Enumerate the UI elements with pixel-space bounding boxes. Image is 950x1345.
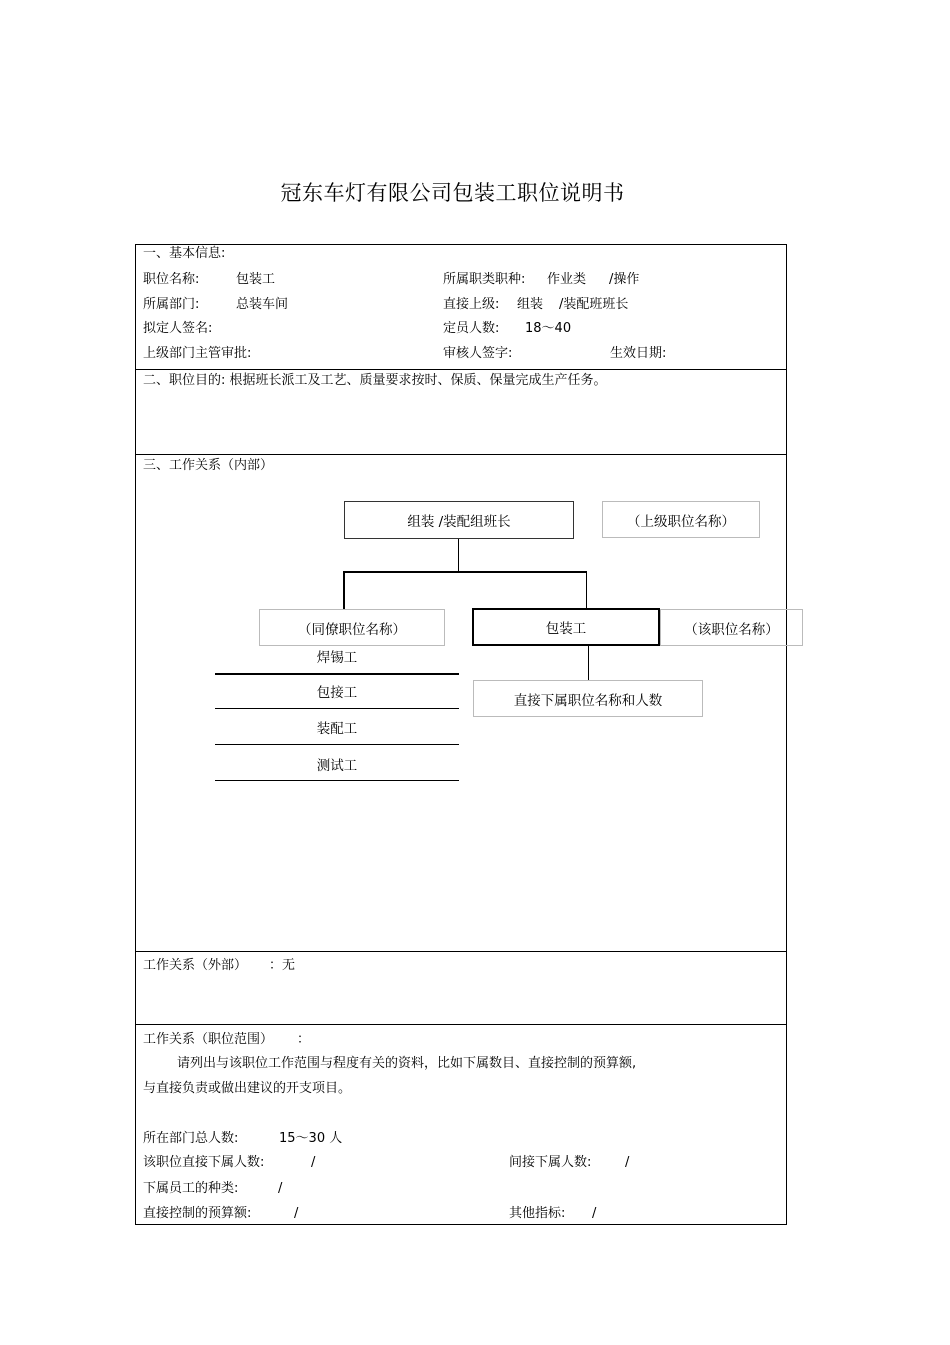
peer-item: 焊锡工	[316, 650, 358, 666]
approver-label: 上级部门主管审批:	[143, 346, 252, 361]
org-connector	[343, 571, 587, 573]
row-divider	[135, 951, 787, 952]
org-connector	[588, 646, 589, 680]
dept-total-value: 15～30 人	[279, 1131, 343, 1146]
external-relations-label: 工作关系（外部）	[143, 958, 248, 973]
category-value: 作业类	[547, 272, 587, 287]
drafter-label: 拟定人签名:	[143, 321, 213, 336]
direct-sub-label: 该职位直接下属人数:	[143, 1155, 265, 1170]
scope-description-1: 请列出与该职位工作范围与程度有关的资料，比如下属数目、直接控制的预算额,	[177, 1056, 637, 1071]
superior-value-2: /装配班班长	[559, 297, 629, 312]
peer-divider	[215, 708, 459, 709]
sub-types-value: /	[278, 1181, 283, 1196]
superior-label: 直接上级:	[443, 297, 500, 312]
indirect-sub-value: /	[625, 1155, 630, 1170]
scope-colon: ：	[297, 1032, 311, 1047]
effective-date-label: 生效日期:	[610, 346, 667, 361]
position-name-label: 职位名称:	[143, 272, 200, 287]
dept-label: 所属部门:	[143, 297, 200, 312]
peer-position-note: （同僚职位名称）	[259, 609, 445, 646]
superior-position-note: （上级职位名称）	[602, 501, 760, 538]
internal-relations-heading: 三、工作关系（内部）	[143, 458, 274, 473]
self-position-note: （该职位名称）	[660, 609, 803, 646]
peer-item: 包接工	[316, 685, 358, 701]
row-divider	[135, 369, 787, 370]
peer-divider	[215, 744, 459, 745]
peer-item: 装配工	[316, 721, 358, 737]
dept-total-label: 所在部门总人数:	[143, 1131, 239, 1146]
peer-divider	[215, 673, 459, 675]
budget-label: 直接控制的预算额:	[143, 1206, 252, 1221]
headcount-label: 定员人数:	[443, 321, 500, 336]
superior-position-box: 组装 /装配组班长	[344, 501, 574, 539]
reviewer-label: 审核人签字:	[443, 346, 513, 361]
self-position-box: 包装工	[472, 608, 660, 646]
headcount-value: 18～40	[525, 321, 572, 336]
row-divider	[135, 454, 787, 455]
category-label: 所属职类职种:	[443, 272, 526, 287]
superior-value: 组装	[517, 297, 544, 312]
org-connector	[586, 571, 587, 609]
other-label: 其他指标:	[509, 1206, 566, 1221]
basic-info-heading: 一、基本信息:	[143, 246, 226, 261]
indirect-sub-label: 间接下属人数:	[509, 1155, 592, 1170]
budget-value: /	[294, 1206, 299, 1221]
org-connector	[343, 571, 345, 609]
page-title: 冠东车灯有限公司包装工职位说明书	[280, 181, 625, 205]
external-relations-value: ：无	[269, 958, 296, 973]
scope-description-2: 与直接负责或做出建议的开支项目。	[143, 1081, 352, 1096]
peer-item: 测试工	[316, 758, 358, 774]
scope-label: 工作关系（职位范围）	[143, 1032, 274, 1047]
org-connector	[458, 539, 459, 572]
sub-types-label: 下属员工的种类:	[143, 1181, 239, 1196]
direct-sub-value: /	[311, 1155, 316, 1170]
dept-value: 总装车间	[236, 297, 289, 312]
category-value-2: /操作	[609, 272, 640, 287]
other-value: /	[592, 1206, 597, 1221]
row-divider	[135, 1024, 787, 1025]
purpose-text: 二、职位目的: 根据班长派工及工艺、质量要求按时、保质、保量完成生产任务。	[143, 373, 607, 388]
subordinate-note: 直接下属职位名称和人数	[473, 680, 703, 717]
peer-divider	[215, 780, 459, 781]
position-name-value: 包装工	[236, 272, 276, 287]
